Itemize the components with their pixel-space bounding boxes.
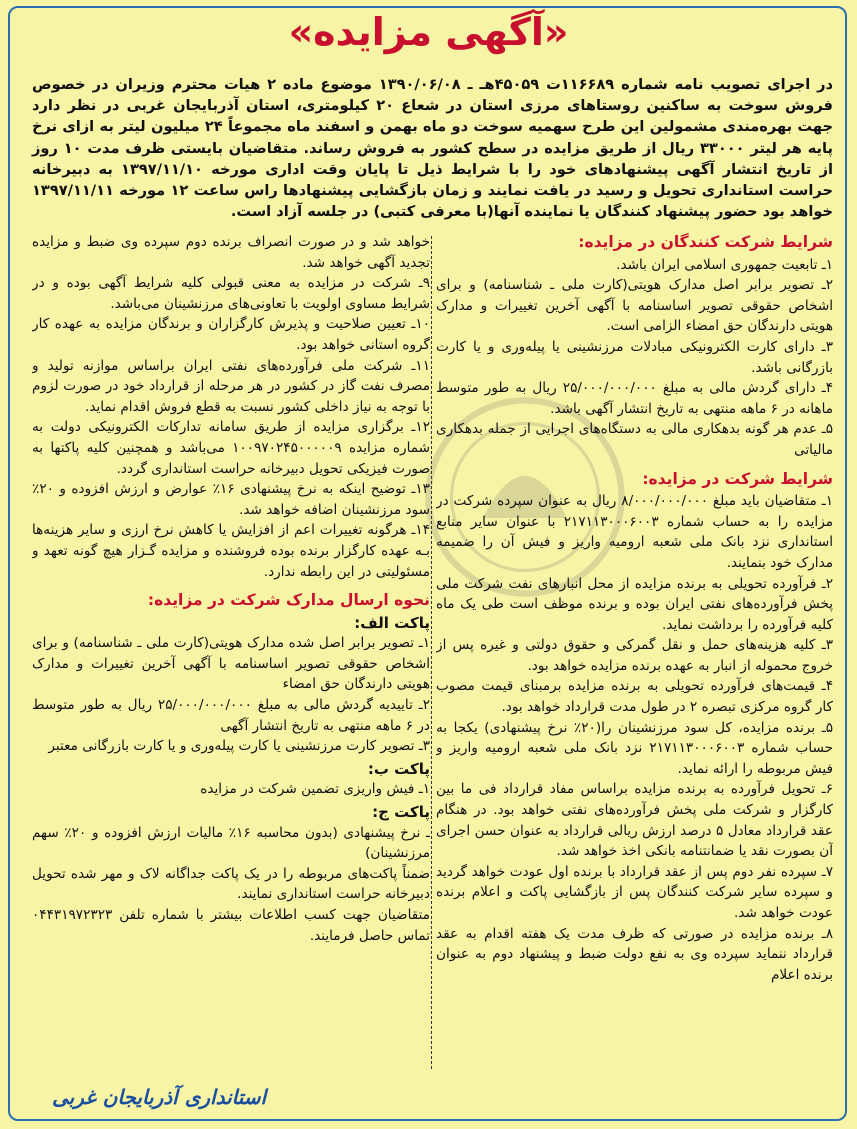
condition-item: ۳ـ دارای کارت الکترونیکی مبادلات مرزنشینی یا پیله‌وری و یا کارت بازرگانی باشد. <box>436 338 833 376</box>
left-column <box>32 232 430 1111</box>
documents-submission-heading: نحوه ارسال مدارک شرکت در مزایده: <box>147 591 430 610</box>
envelope-a-item: ۱ـ تصویر برابر اصل شده مدارک هویتی(کارت ملی ـ شناسنامه) و برای اشخاص حقوقی تصویر اساسنامه با آگهی آخرین تغییرات و مدارک هویتی دارندگان حق امضاء <box>32 635 430 693</box>
notice-title: «آگهی مزایده» <box>288 10 569 54</box>
column-divider <box>431 236 432 1069</box>
intro-paragraph: در اجرای تصویب نامه شماره ۱۱۶۶۸۹ت ۴۵۰۵۹هـ ـ ۱۳۹۰/۰۶/۰۸ موضوع ماده ۲ هیات محترم وزیران در خصوص فروش سوخت به ساکنین روستاهای مرزی استان در شعاع ۲۰ کیلومتری، استان آذربایجان غربی در نظر دارد جهت بهره‌مندی مشمولین این طرح سهمیه سوخت دو ماه بهمن و اسفند ماه مجموعاً ۲۴ میلیون لیتر به ازای نرخ پایه هر لیتر ۳۳۰۰۰ ریال از طریق مزایده در سطح کشور به فروش رساند. متقاضیان بایستی ظرف مدت ۱۰ روز از تاریخ انتشار آگهی پیشنهادهای خود را با شرایط ذیل تا پایان وقت اداری مورخه ۱۳۹۷/۱۱/۱۰ به دبیرخانه حراست استانداری تحویل و رسید در یافت نمایند و زمان بازگشایی پیشنهادها راس ساعت ۱۲ مورخه ۱۳۹۷/۱۱/۱۱ خواهد بود حضور پیشنهاد کنندگان یا نماینده آنها(با معرفی کتبی) در جلسه آزاد است. <box>32 76 834 221</box>
participation-conditions-heading: شرایط شرکت در مزایده: <box>642 469 833 488</box>
condition-item: ۵ـ عدم هر گونه بدهکاری مالی به دستگاه‌های اجرایی از جمله بدهکاری مالیاتی <box>436 421 833 458</box>
participants-conditions-heading: شرایط شرکت کنندگان در مزایده: <box>578 233 833 251</box>
participation-item-continued: خواهد شد و در صورت انصراف برنده دوم سپرده وی ضبط و مزایده تجدید آگهی خواهد شد. <box>32 234 430 271</box>
participation-item: ۱۳ـ توضیح اینکه به نرخ پیشنهادی ۱۶٪ عوارض و ارزش افزوده و ۲۰٪ سود مرزنشینان اضافه خواهد شد. <box>32 481 430 518</box>
participation-item: ۵ـ برنده مزایده، کل سود مرزنشینان را(۲۰٪ نرخ پیشنهادی) یکجا به حساب شماره ۲۱۷۱۱۳۰۰۰۶۰۰۳ نزد بانک ملی شعبه ارومیه واریز و فیش مربوطه را ارائه نماید. <box>436 719 833 777</box>
condition-item: ۴ـ دارای گردش مالی به مبلغ ۲۵/۰۰۰/۰۰۰/۰۰۰ ریال به طور متوسط ماهانه در ۶ ماهه منتهی به تاریخ انتشار آگهی باشد. <box>436 380 833 417</box>
envelope-a-item: ۲ـ تاییدیه گردش مالی به مبلغ ۲۵/۰۰۰/۰۰۰/۰۰۰ ریال به طور متوسط در ۶ ماهه منتهی به تاریخ انتشار آگهی <box>32 697 430 734</box>
envelope-c-item: ـ نرخ پیشنهادی (بدون محاسبه ۱۶٪ مالیات ارزش افزوده و ۲۰٪ سهم مرزنشینان) <box>32 824 430 862</box>
participation-item: ۱۰ـ تعیین صلاحیت و پذیرش کارگزاران و برندگان مزایده به عهده کار گروه استانی خواهد بود. <box>32 316 430 353</box>
envelope-b-item: ۱ـ فیش واریزی تضمین شرکت در مزایده <box>200 781 430 798</box>
envelope-a-item: ۳ـ تصویر کارت مرزنشینی یا کارت پیله‌وری و یا کارت بازرگانی معتبر <box>48 738 430 755</box>
participation-item: ۸ـ برنده مزایده در صورتی که ظرف مدت یک هفته اقدام به عقد قرارداد ننماید سپرده وی به نفع دولت ضبط و پیشنهاد دوم به عنوان برنده اعلام <box>436 925 833 983</box>
condition-item: ۲ـ تصویر برابر اصل مدارک هویتی(کارت ملی ـ شناسنامه) و برای اشخاص حقوقی تصویر اساسنامه با آگهی آخرین تغییرات و مدارک هویتی دارندگان حق امضاء الزامی است. <box>436 277 833 335</box>
participation-item: ۱۱ـ شرکت ملی فرآورده‌های نفتی ایران براساس موازنه تولید و مصرف نفت گاز در کشور در هر مرحله از قرارداد خود در صورت لزوم با توجه به نیاز داخلی کشور نسبت به قطع فروش اقدام نماید. <box>32 357 430 415</box>
contact-note: متقاضیان جهت کسب اطلاعات بیشتر با شماره تلفن ۰۴۴۳۱۹۷۲۳۲۳ تماس حاصل فرمایند. <box>32 907 430 944</box>
participation-item: ۳ـ کلیه هزینه‌های حمل و نقل گمرکی و حقوق دولتی و غیره پس از خروج محموله از انبار به عهده برنده مزایده خواهد بود. <box>436 637 833 674</box>
participation-item: ۶ـ تحویل فرآورده به برنده مزایده براساس مفاد قرارداد فی ما بین کارگزار و شرکت ملی پخش فرآورده‌های نفتی خواهد بود. در هنگام عقد قرارداد معادل ۵ درصد ارزش ریالی قرارداد به عنوان حسن اجرای آن بصورت نقد یا ضمانتنامه بانکی اخذ خواهد شد. <box>436 781 833 860</box>
participation-item: ۱۴ـ هرگونه تغییرات اعم از افزایش یا کاهش نرخ ارزی و سایر هزینه‌ها بـه عهده کارگزار برنده بوده فروشنده و مزایده گـزار هیچ گونه تعهد و مسئولیتی در این رابطه ندارد. <box>32 522 430 580</box>
envelope-c-heading: پاکت ج: <box>372 803 430 822</box>
participation-item: ۹ـ شرکت در مزایده به معنی قبولی کلیه شرایط آگهی بوده و در شرایط مساوی اولویت با تعاونی‌های مرزنشینان می‌باشد. <box>32 275 430 312</box>
envelope-a-heading: پاکت الف: <box>354 613 430 632</box>
signature: استانداری آذربایجان غربی <box>52 1085 267 1109</box>
right-column <box>436 232 833 1111</box>
participation-item: ۷ـ سپرده نفر دوم پس از عقد قرارداد با برنده اول عودت خواهد گردید و سپرده سایر شرکت کنندگان پس از بازگشایی پاکت و اعلام برنده عودت خواهد شد. <box>436 863 833 921</box>
participation-item: ۴ـ قیمت‌های فرآورده تحویلی به برنده مزایده برمبنای قیمت مصوب کار گروه مرکزی تبصره ۲ در طول مدت قرارداد خواهد بود. <box>436 678 833 716</box>
participation-item: ۱۲ـ برگزاری مزایده از طریق سامانه تدارکات الکترونیکی دولت به شماره مزایده ۱۰۰۹۷۰۲۴۵۰۰۰۰۰۹ می‌باشد و همچنین کلیه پاکتها به صورت فیزیکی تحویل دبیرخانه حراست استانداری گردد. <box>32 419 430 477</box>
envelope-note: ضمناً پاکت‌های مربوطه را در یک پاکت جداگانه لاک و مهر شده تحویل دبیرخانه حراست استانداری نمایند. <box>32 865 430 903</box>
condition-item: ۱ـ تابعیت جمهوری اسلامی ایران باشد. <box>616 256 833 273</box>
participation-item: ۱ـ متقاضیان باید مبلغ ۸/۰۰۰/۰۰۰/۰۰۰ ریال به عنوان سپرده شرکت در مزایده را به حساب شماره ۲۱۷۱۱۳۰۰۰۶۰۰۳ با عنوان سایر منابع استانداری نزد بانک ملی شعبه ارومیه واریز و فیش آن را ضمیمه مدارک خود بنمایند. <box>436 493 833 571</box>
envelope-b-heading: پاکت ب: <box>367 759 430 778</box>
participation-item: ۲ـ فرآورده تحویلی به برنده مزایده از محل انبارهای نفت شرکت ملی پخش فرآورده‌های نفتی ایران بوده و برنده موظف است طی یک ماه کلیه فرآورده را برداشت نماید. <box>436 575 833 633</box>
